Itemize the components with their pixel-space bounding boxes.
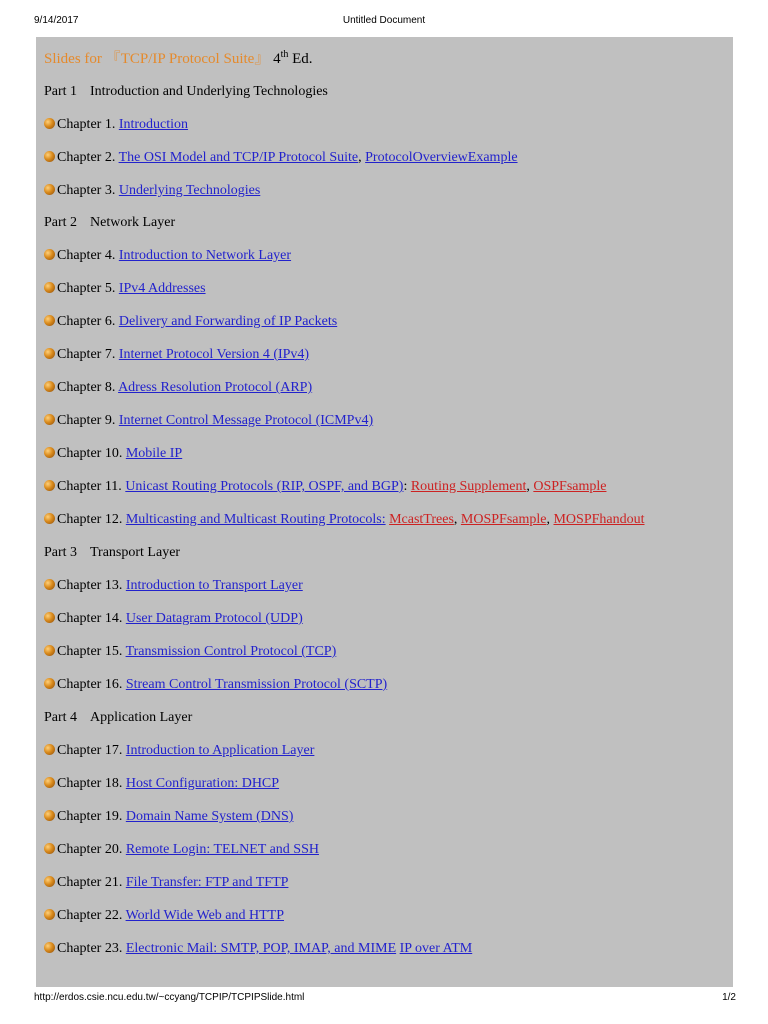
part-number: Part 1: [44, 84, 78, 99]
chapter-item: [44, 906, 284, 926]
title-book-name: TCP/IP Protocol Suite: [120, 51, 255, 67]
orange-ball-icon: [44, 513, 55, 524]
chapter-link[interactable]: Delivery and Forwarding of IP Packets: [118, 314, 338, 329]
chapter-link[interactable]: Adress Resolution Protocol (ARP): [118, 380, 313, 395]
chapter-item: [44, 576, 303, 596]
chapter-item: [44, 411, 373, 431]
part-name: Introduction and Underlying Technologies: [90, 84, 328, 99]
orange-ball-icon: [44, 381, 55, 392]
chapter-label: Chapter 22.: [57, 908, 123, 923]
orange-ball-icon: [44, 612, 55, 623]
chapter-label: Chapter 4.: [57, 248, 116, 263]
chapter-label: Chapter 2.: [57, 150, 116, 165]
chapter-item: [44, 181, 260, 201]
part-heading: [44, 708, 192, 728]
print-header: [0, 15, 768, 35]
chapter-label: Chapter 1.: [57, 117, 116, 132]
chapter-label: Chapter 10.: [57, 446, 123, 461]
print-url: http://erdos.csie.ncu.edu.tw/~ccyang/TCPIP/TCPIPSlide.html: [34, 992, 305, 1003]
chapter-label: Chapter 20.: [57, 842, 123, 857]
title-edition: [273, 51, 312, 67]
orange-ball-icon: [44, 447, 55, 458]
supplement-link[interactable]: IP over ATM: [399, 941, 473, 956]
part-number: Part 3: [44, 545, 78, 560]
chapter-label: Chapter 6.: [57, 314, 116, 329]
chapter-item: [44, 675, 387, 695]
chapter-label: Chapter 15.: [57, 644, 123, 659]
print-page-number: 1/2: [722, 992, 736, 1003]
chapter-link[interactable]: File Transfer: FTP and TFTP: [125, 875, 289, 890]
supplement-link[interactable]: OSPFsample: [533, 479, 607, 494]
chapter-item: [44, 807, 293, 827]
chapter-label: Chapter 18.: [57, 776, 123, 791]
title-open-bracket: 『: [105, 51, 121, 67]
part-heading: [44, 213, 175, 233]
chapter-label: Chapter 14.: [57, 611, 123, 626]
chapter-item: [44, 741, 314, 761]
part-heading: [44, 82, 328, 102]
content-panel: [36, 37, 733, 987]
edition-suffix: Ed.: [288, 51, 313, 67]
orange-ball-icon: [44, 843, 55, 854]
chapter-link[interactable]: Multicasting and Multicast Routing Protocols:: [125, 512, 386, 527]
orange-ball-icon: [44, 876, 55, 887]
orange-ball-icon: [44, 414, 55, 425]
chapter-label: Chapter 11.: [57, 479, 122, 494]
chapter-label: Chapter 12.: [57, 512, 123, 527]
chapter-item: [44, 246, 291, 266]
chapter-link[interactable]: Introduction to Transport Layer: [125, 578, 303, 593]
chapter-link[interactable]: Remote Login: TELNET and SSH: [125, 842, 319, 857]
chapter-link[interactable]: Transmission Control Protocol (TCP): [125, 644, 337, 659]
orange-ball-icon: [44, 480, 55, 491]
print-title: Untitled Document: [342, 15, 426, 26]
orange-ball-icon: [44, 909, 55, 920]
chapter-link[interactable]: Electronic Mail: SMTP, POP, IMAP, and MIME: [125, 941, 397, 956]
chapter-label: Chapter 21.: [57, 875, 123, 890]
orange-ball-icon: [44, 315, 55, 326]
chapter-link[interactable]: Introduction: [118, 117, 189, 132]
chapter-item: [44, 279, 206, 299]
chapter-item: [44, 345, 309, 365]
chapter-item: Chapter 12. Multicasting and Multicast Routing Protocols: McastTrees, MOSPFsample, MOSPFhandout: [44, 510, 645, 530]
title-close-bracket: 』: [254, 51, 270, 67]
chapter-link[interactable]: IPv4 Addresses: [118, 281, 206, 296]
part-name: Application Layer: [90, 710, 193, 725]
chapter-item: [44, 939, 472, 959]
chapter-link[interactable]: Mobile IP: [125, 446, 183, 461]
chapter-link[interactable]: The OSI Model and TCP/IP Protocol Suite: [118, 150, 359, 165]
chapter-item: Chapter 2. The OSI Model and TCP/IP Protocol Suite, ProtocolOverviewExample: [44, 148, 518, 168]
chapter-label: Chapter 16.: [57, 677, 123, 692]
chapter-item: [44, 642, 336, 662]
orange-ball-icon: [44, 184, 55, 195]
chapter-item: [44, 378, 312, 398]
orange-ball-icon: [44, 249, 55, 260]
print-footer: [0, 992, 768, 1012]
edition-superscript: th: [280, 49, 289, 60]
part-number: Part 2: [44, 215, 78, 230]
part-name: Transport Layer: [90, 545, 181, 560]
supplement-link[interactable]: MOSPFsample: [460, 512, 547, 527]
chapter-label: Chapter 17.: [57, 743, 123, 758]
chapter-item: [44, 444, 182, 464]
chapter-item: [44, 873, 288, 893]
chapter-label: Chapter 7.: [57, 347, 116, 362]
orange-ball-icon: [44, 744, 55, 755]
title-prefix: Slides for: [44, 51, 106, 67]
part-heading: [44, 543, 180, 563]
chapter-link[interactable]: Host Configuration: DHCP: [125, 776, 280, 791]
chapter-label: Chapter 8.: [57, 380, 116, 395]
chapter-label: Chapter 13.: [57, 578, 123, 593]
chapter-link[interactable]: Internet Protocol Version 4 (IPv4): [118, 347, 310, 362]
supplement-link[interactable]: ProtocolOverviewExample: [365, 150, 518, 165]
orange-ball-icon: [44, 118, 55, 129]
chapter-label: Chapter 5.: [57, 281, 116, 296]
chapter-link[interactable]: Internet Control Message Protocol (ICMPv4): [118, 413, 374, 428]
orange-ball-icon: [44, 282, 55, 293]
chapter-link[interactable]: Stream Control Transmission Protocol (SCTP): [125, 677, 388, 692]
chapter-link[interactable]: Unicast Routing Protocols (RIP, OSPF, and BGP): [125, 479, 404, 494]
orange-ball-icon: [44, 579, 55, 590]
supplement-link[interactable]: Routing Supplement: [410, 479, 527, 494]
chapter-item: [44, 312, 337, 332]
chapter-item: [44, 840, 319, 860]
edition-number: 4: [273, 51, 281, 67]
chapter-item: [44, 115, 188, 135]
chapter-item: Chapter 11. Unicast Routing Protocols (RIP, OSPF, and BGP): Routing Supplement, OSPFsample: [44, 477, 606, 497]
orange-ball-icon: [44, 942, 55, 953]
chapter-link[interactable]: Domain Name System (DNS): [125, 809, 294, 824]
chapter-link[interactable]: Underlying Technologies: [118, 183, 261, 198]
chapter-link[interactable]: User Datagram Protocol (UDP): [125, 611, 303, 626]
part-name: Network Layer: [90, 215, 176, 230]
chapter-item: [44, 774, 279, 794]
chapter-link[interactable]: Introduction to Application Layer: [125, 743, 315, 758]
page-title: [44, 47, 313, 68]
chapter-label: Chapter 19.: [57, 809, 123, 824]
print-date: 9/14/2017: [34, 15, 79, 26]
chapter-label: Chapter 3.: [57, 183, 116, 198]
chapter-link[interactable]: World Wide Web and HTTP: [125, 908, 284, 923]
orange-ball-icon: [44, 810, 55, 821]
part-number: Part 4: [44, 710, 78, 725]
orange-ball-icon: [44, 645, 55, 656]
orange-ball-icon: [44, 777, 55, 788]
chapter-link[interactable]: Introduction to Network Layer: [118, 248, 292, 263]
orange-ball-icon: [44, 151, 55, 162]
chapter-item: [44, 609, 303, 629]
chapter-label: Chapter 23.: [57, 941, 123, 956]
chapter-label: Chapter 9.: [57, 413, 116, 428]
supplement-link[interactable]: McastTrees: [389, 512, 454, 527]
orange-ball-icon: [44, 348, 55, 359]
orange-ball-icon: [44, 678, 55, 689]
supplement-link[interactable]: MOSPFhandout: [553, 512, 645, 527]
